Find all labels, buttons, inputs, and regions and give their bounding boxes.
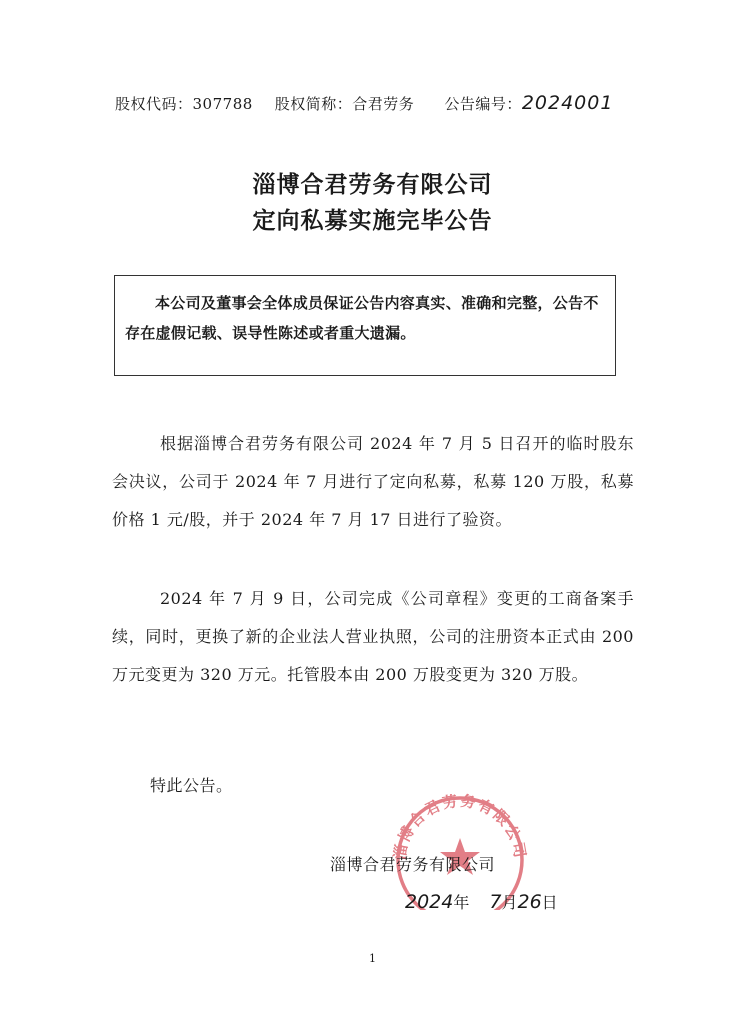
body-paragraph-1: 根据淄博合君劳务有限公司 2024 年 7 月 5 日召开的临时股东会决议，公司于 2024 年 7 月进行了定向私募，私募 120 万股，私募价格 1 元/股，并于 2024 年 7 月 17 日进行了验资。 (112, 434, 634, 529)
stock-code-value: 307788 (192, 95, 253, 113)
header-line (115, 92, 715, 114)
date-month: 7 (489, 891, 502, 913)
notice-number-value: 2024001 (521, 92, 614, 114)
body-paragraph-2: 2024 年 7 月 9 日，公司完成《公司章程》变更的工商备案手续，同时，更换了新的企业法人营业执照，公司的注册资本正式由 200 万元变更为 320 万元。托管股本由 200 万股变更为 320 万股。 (112, 589, 634, 684)
statement-text: 本公司及董事会全体成员保证公告内容真实、准确和完整，公告不存在虚假记载、误导性陈述或者重大遗漏。 (125, 294, 599, 342)
closing-text: 特此公告。 (150, 776, 233, 795)
date-year: 2024 (405, 891, 454, 913)
signature-company: 淄博合君劳务有限公司 (330, 855, 496, 874)
stock-short-name: 股权简称：合君劳务 (274, 95, 415, 113)
stock-short-name-value: 合君劳务 (352, 95, 415, 113)
notice-number: 公告编号：2024001 (444, 92, 614, 114)
date-day: 26 (517, 891, 542, 913)
page-number: 1 (369, 952, 376, 965)
document-title-line1: 淄博合君劳务有限公司 (252, 172, 493, 198)
signature-date: 2024年 7月26日 (405, 891, 558, 913)
seal-text: 淄博合君劳务有限公司 (390, 791, 530, 861)
document-title-line2: 定向私募实施完毕公告 (252, 208, 493, 234)
stock-code: 股权代码：307788 (115, 95, 253, 113)
statement-box (114, 275, 616, 376)
